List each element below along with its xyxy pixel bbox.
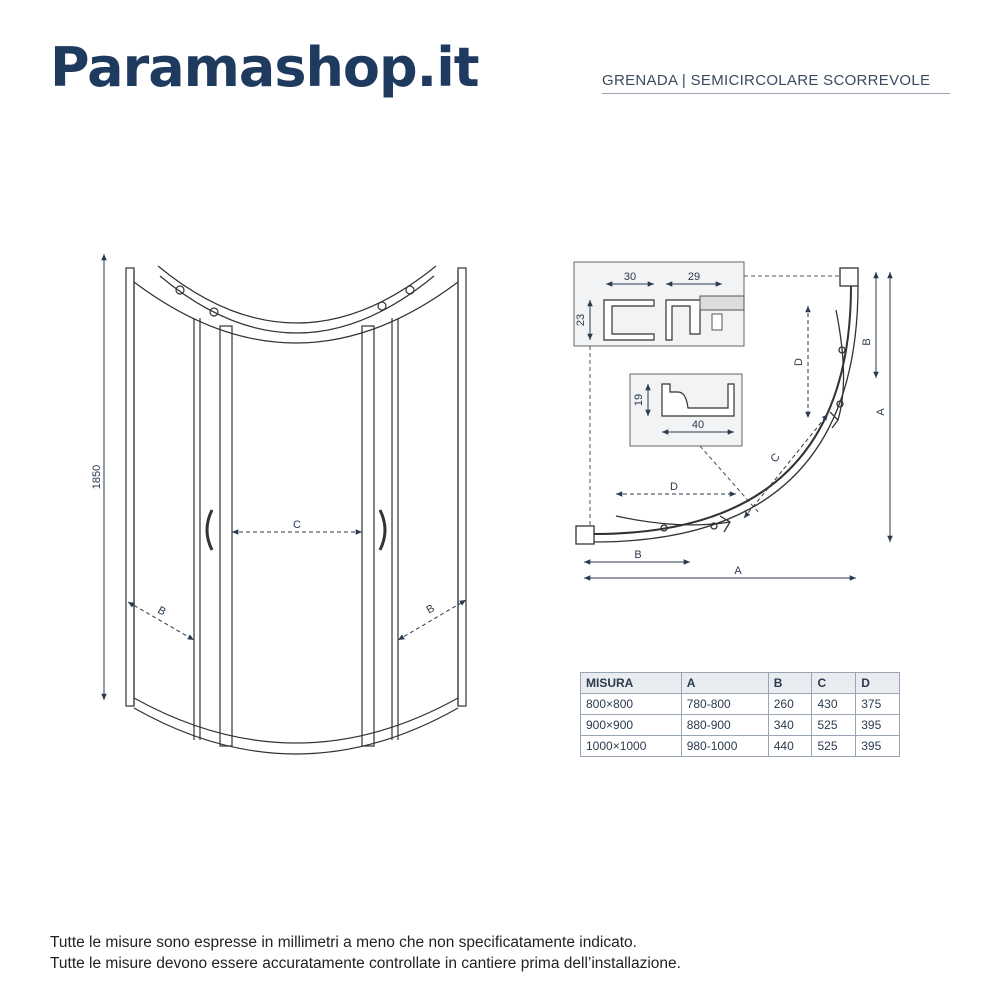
table-cell: 440 [768,736,812,757]
footer-note-units: Tutte le misure sono espresse in millimetri a meno che non specificatamente indicato. [50,934,637,951]
plan-width-label: A [734,565,742,577]
profile-height-label: 23 [575,313,587,327]
table-cell: 395 [856,736,900,757]
corner-wall-bracket-top [840,268,858,286]
right-panel-label: B [424,602,437,617]
track-profile-detail [630,374,742,446]
track-height-label: 19 [633,393,645,407]
brand-logo: Paramashop.it [50,36,479,99]
table-header-cell: C [812,673,856,694]
plan-b-vertical-label: B [861,338,873,346]
top-curved-rail [158,266,436,323]
profile-width-left-label: 30 [623,271,637,283]
table-header-row [581,673,900,694]
table-cell: 260 [768,694,812,715]
table-row [581,694,900,715]
table-cell: 525 [812,736,856,757]
table-header-cell: MISURA [581,673,682,694]
table-cell: 430 [812,694,856,715]
plan-c-dimension [744,414,828,518]
product-subtitle: GRENADA | SEMICIRCOLARE SCORREVOLE [602,72,950,94]
table-cell: 880-900 [681,715,768,736]
footer-note-verification: Tutte le misure devono essere accuratamente controllate in cantiere prima dell’installazione. [50,955,681,972]
plan-b-horizontal-label: B [634,549,642,561]
left-panel-label: B [155,604,168,619]
plan-d-vertical-label: D [793,358,805,366]
table-cell: 980-1000 [681,736,768,757]
track-width-label: 40 [691,419,705,431]
right-wall-profile [458,268,466,706]
table-row [581,736,900,757]
table-header-cell: B [768,673,812,694]
size-specification-table [580,672,900,757]
table-cell: 900×900 [581,715,682,736]
table-cell: 375 [856,694,900,715]
bottom-curved-rail [134,708,458,754]
front-view [126,266,466,754]
door-width-label: C [293,519,301,531]
table-cell: 800×800 [581,694,682,715]
table-cell: 340 [768,715,812,736]
footer-notes [50,932,681,974]
profile-width-right-label: 29 [687,271,701,283]
table-row [581,715,900,736]
table-cell: 1000×1000 [581,736,682,757]
height-label: 1850 [91,464,103,490]
table-header-cell: A [681,673,768,694]
right-sliding-door-profile [362,326,374,746]
plan-c-label: C [768,451,783,465]
corner-wall-bracket-left [576,526,594,544]
left-wall-profile [126,268,134,706]
table-cell: 395 [856,715,900,736]
plan-d-horizontal-label: D [670,481,678,493]
plan-depth-label: A [875,408,887,416]
left-door-handle [207,510,212,550]
table-cell: 780-800 [681,694,768,715]
wall-profile-detail [574,262,744,346]
table-cell: 525 [812,715,856,736]
right-door-handle [380,510,385,550]
left-sliding-door-profile [220,326,232,746]
table-header-cell: D [856,673,900,694]
